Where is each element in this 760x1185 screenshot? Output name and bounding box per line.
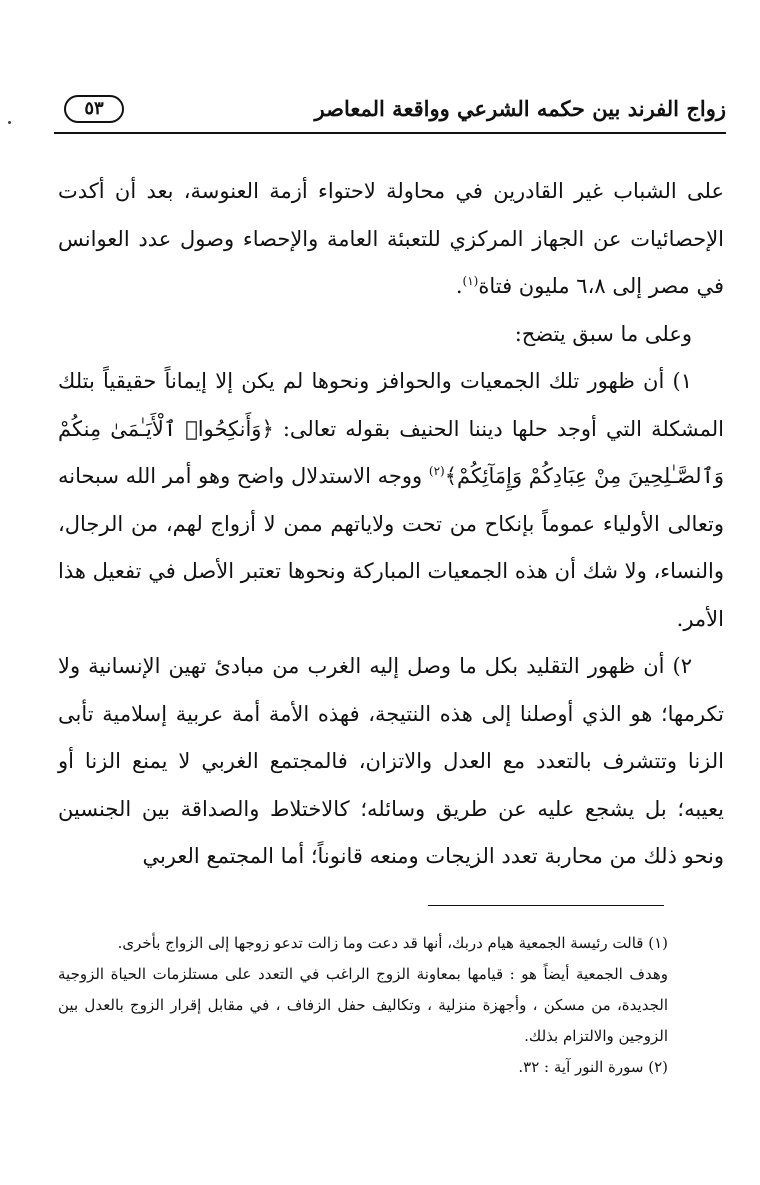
paragraph-4: ٢) أن ظهور التقليد بكل ما وصل إليه الغرب من مبادئ تهين الإنسانية ولا تكرمها؛ هو الذي أوصلنا إلى هذه النتيجة، فهذه الأمة أمة عربية إسلامية تأبى الزنا وتتشرف بالتعدد مع العدل والاتزان، فالمجتمع الغربي لا يمنع الزنا أو يعيبه؛ بل يشجع عليه عن طريق وسائله؛ كالاختلاط والصداقة بين الجنسين ونحو ذلك من محاربة تعدد الزيجات ومنعه قانوناً؛ أما المجتمع العربي xyxy=(58,654,724,868)
footnote-2: (٢) سورة النور آية : ٣٢. xyxy=(518,1058,668,1076)
footnote-1-continued: وهدف الجمعية أيضاً هو : قيامها بمعاونة الزوج الراغب في التعدد على مستلزمات الحياة الزوجية الجديدة، من مسكن ، وأجهزة منزلية ، وتكاليف حفل الزفاف ، في مقابل إقرار الزوج بالعدل بين الزوجين والالتزام بذلك. xyxy=(58,965,668,1045)
footnote-ref-1: (١) xyxy=(462,274,479,288)
page-number-badge: ٥٣ xyxy=(64,95,124,123)
paragraph-1-text: على الشباب غير القادرين في محاولة لاحتواء أزمة العنوسة، بعد أن أكدت الإحصائيات عن الجهاز المركزي للتعبئة العامة والإحصاء وصول عدد العوانس في مصر إلى ٦،٨ مليون فتاة xyxy=(58,179,724,298)
footnote-1: (١) قالت رئيسة الجمعية هيام دربك، أنها قد دعت وما زالت تدعو زوجها إلى الزواج بأخرى. xyxy=(117,934,668,952)
margin-mark xyxy=(8,121,11,124)
footnote-ref-2: (٢) xyxy=(428,464,445,478)
paragraph-3-text-b: ووجه الاستدلال واضح وهو أمر الله سبحانه وتعالى الأولياء عموماً بإنكاح من تحت ولاياتهم ممن لا أزواج لهم، من الرجال، والنساء، ولا شك أن هذه الجمعيات المباركة ونحوها تعتبر الأصل في تفعيل هذا الأمر. xyxy=(58,464,724,631)
footnotes xyxy=(58,928,668,1083)
running-title: زواج الفرند بين حكمه الشرعي وواقعة المعاصر xyxy=(314,96,726,121)
quran-verse: ﴿وَأَنكِحُوا۟ ٱلْأَيَـٰمَىٰ مِنكُمْ وَٱلصَّـٰلِحِينَ مِنْ عِبَادِكُمْ وَإِمَآئِكُمْ﴾ xyxy=(58,416,725,488)
paragraph-3 xyxy=(58,358,724,643)
page-header xyxy=(54,92,726,138)
paragraph-3-text-a: ١) أن ظهور تلك الجمعيات والحوافز ونحوها لم يكن إلا إيماناً حقيقياً بتلك المشكلة التي أوجد حلها ديننا الحنيف بقوله تعالى: xyxy=(58,369,724,441)
header-rule xyxy=(54,132,726,134)
paragraph-2: وعلى ما سبق يتضح: xyxy=(514,321,692,346)
main-text xyxy=(58,168,724,881)
paragraph-1: على الشباب غير القادرين في محاولة لاحتواء أزمة العنوسة، بعد أن أكدت الإحصائيات عن الجهاز المركزي للتعبئة العامة والإحصاء وصول عدد العوانس في مصر إلى ٦،٨ مليون فتاة$^{(١)}$. xyxy=(58,179,724,298)
footnote-separator xyxy=(428,905,664,906)
